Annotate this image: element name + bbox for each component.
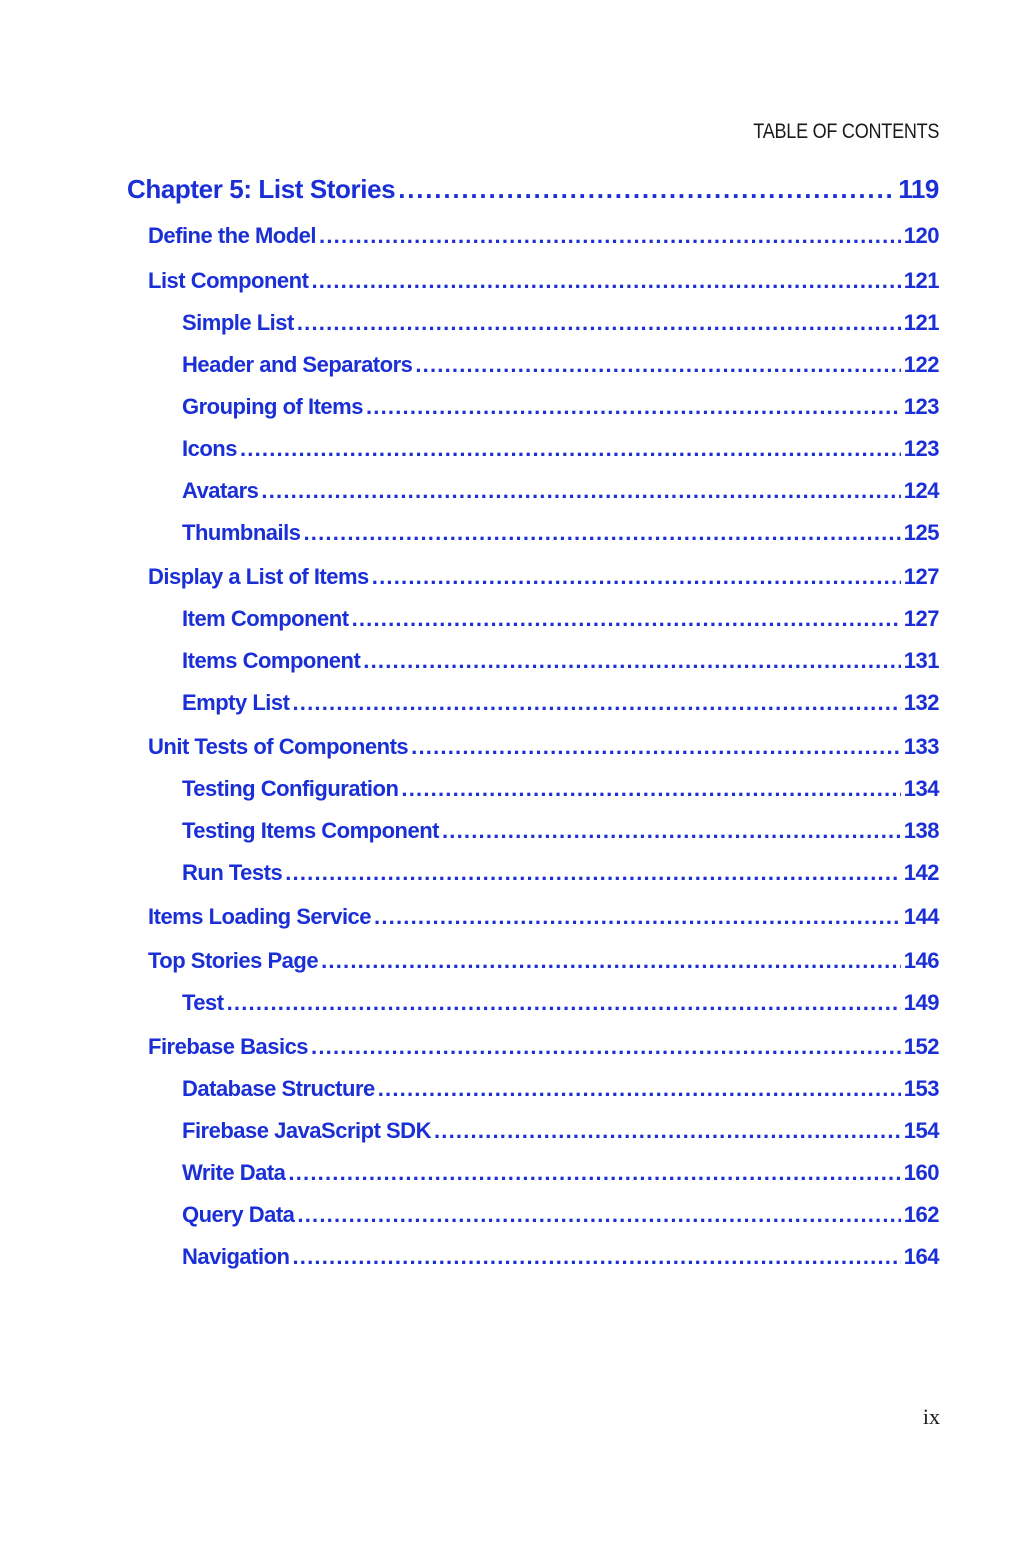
toc-dot-leader [297,1202,900,1228]
toc-entry-title: Items Loading Service [148,904,372,929]
toc-dot-leader [378,1076,901,1102]
toc-entry-title: Items Component [182,648,361,673]
toc-entry-title: Testing Configuration [182,776,399,801]
toc-entry-page: 144 [903,904,939,929]
toc-entry-page: 160 [903,1160,939,1185]
toc-dot-leader [352,606,901,632]
toc-entry-title: Item Component [182,606,349,631]
toc-entry-unit-tests-of-components[interactable] [148,734,939,760]
toc-entry-page: 152 [903,1034,939,1059]
toc-dot-leader [374,904,901,930]
toc-entry-header-and-separators[interactable] [182,352,939,378]
toc-entry-page: 146 [903,948,939,973]
toc-entry-page: 127 [903,564,939,589]
toc-dot-leader [366,394,901,420]
toc-entry-page: 149 [903,990,939,1015]
toc-dot-leader [372,564,901,590]
toc-entry-page: 119 [898,174,939,204]
toc-entry-page: 127 [903,606,939,631]
toc-entry-items-loading-service[interactable] [148,904,939,930]
toc-dot-leader [411,734,901,760]
toc-entry-run-tests[interactable] [182,860,939,886]
toc-entry-test[interactable] [182,990,939,1016]
toc-dot-leader [319,223,901,249]
toc-dot-leader [398,174,895,205]
toc-dot-leader [288,1160,900,1186]
toc-dot-leader [297,310,901,336]
toc-entry-title: Grouping of Items [182,394,363,419]
toc-dot-leader [311,268,900,294]
toc-entry-page: 123 [903,436,939,461]
toc-entry-title: Firebase Basics [148,1034,309,1059]
toc-entry-page: 154 [903,1118,939,1143]
toc-entry-title: Display a List of Items [148,564,369,589]
toc-dot-leader [401,776,900,802]
toc-entry-list-component[interactable] [148,268,939,294]
toc-entry-define-the-model[interactable] [148,223,939,249]
toc-entry-firebase-javascript-sdk[interactable] [182,1118,939,1144]
toc-entry-title: Test [182,990,224,1015]
toc-dot-leader [292,1244,900,1270]
toc-entry-title: Avatars [182,478,259,503]
toc-entry-page: 120 [903,223,939,248]
toc-entry-title: Top Stories Page [148,948,319,973]
toc-entry-display-a-list-of-items[interactable] [148,564,939,590]
toc-entry-database-structure[interactable] [182,1076,939,1102]
toc-dot-leader [285,860,901,886]
toc-entry-items-component[interactable] [182,648,939,674]
toc-dot-leader [415,352,900,378]
toc-entry-testing-configuration[interactable] [182,776,939,802]
toc-entry-title: Thumbnails [182,520,301,545]
toc-entry-page: 132 [903,690,939,715]
toc-dot-leader [240,436,901,462]
toc-entry-icons[interactable] [182,436,939,462]
toc-entry-simple-list[interactable] [182,310,939,336]
toc-entry-title: Run Tests [182,860,283,885]
toc-entry-page: 138 [903,818,939,843]
toc-entry-title: Write Data [182,1160,286,1185]
toc-entry-title: Header and Separators [182,352,413,377]
toc-entry-page: 142 [903,860,939,885]
toc-entry-thumbnails[interactable] [182,520,939,546]
toc-entry-empty-list[interactable] [182,690,939,716]
toc-dot-leader [311,1034,901,1060]
toc-entry-grouping-of-items[interactable] [182,394,939,420]
toc-entry-item-component[interactable] [182,606,939,632]
toc-entry-testing-items-component[interactable] [182,818,939,844]
toc-entry-title: Icons [182,436,237,461]
toc-entry-chapter-5[interactable] [127,174,939,205]
toc-dot-leader [434,1118,901,1144]
toc-entry-title: Navigation [182,1244,290,1269]
toc-entry-page: 162 [903,1202,939,1227]
page-number: ix [922,1404,940,1429]
toc-entry-page: 153 [903,1076,939,1101]
toc-entry-title: Query Data [182,1202,295,1227]
toc-entry-navigation[interactable] [182,1244,939,1270]
toc-entry-title: Chapter 5: List Stories [127,174,396,204]
toc-dot-leader [292,690,900,716]
toc-entry-firebase-basics[interactable] [148,1034,939,1060]
toc-entry-page: 122 [903,352,939,377]
toc-entry-page: 134 [903,776,939,801]
toc-entry-page: 164 [903,1244,939,1269]
toc-entry-title: Empty List [182,690,290,715]
toc-entry-page: 121 [903,310,939,335]
toc-entry-query-data[interactable] [182,1202,939,1228]
toc-entry-page: 121 [903,268,939,293]
toc-dot-leader [227,990,901,1016]
toc-entry-page: 125 [903,520,939,545]
toc-entry-page: 123 [903,394,939,419]
toc-entry-title: Firebase JavaScript SDK [182,1118,431,1143]
table-of-contents [127,0,939,1552]
toc-dot-leader [261,478,900,504]
toc-entry-title: Unit Tests of Components [148,734,409,759]
toc-entry-avatars[interactable] [182,478,939,504]
toc-entry-title: Simple List [182,310,294,335]
toc-entry-top-stories-page[interactable] [148,948,939,974]
toc-dot-leader [303,520,900,546]
toc-entry-title: Database Structure [182,1076,375,1101]
toc-dot-leader [363,648,900,674]
toc-entry-page: 133 [903,734,939,759]
running-header: TABLE OF CONTENTS [753,120,939,143]
toc-entry-title: Define the Model [148,223,317,248]
toc-dot-leader [321,948,901,974]
toc-entry-write-data[interactable] [182,1160,939,1186]
toc-entry-title: List Component [148,268,309,293]
toc-entry-title: Testing Items Component [182,818,439,843]
toc-entry-page: 131 [903,648,939,673]
toc-dot-leader [442,818,901,844]
toc-entry-page: 124 [903,478,939,503]
